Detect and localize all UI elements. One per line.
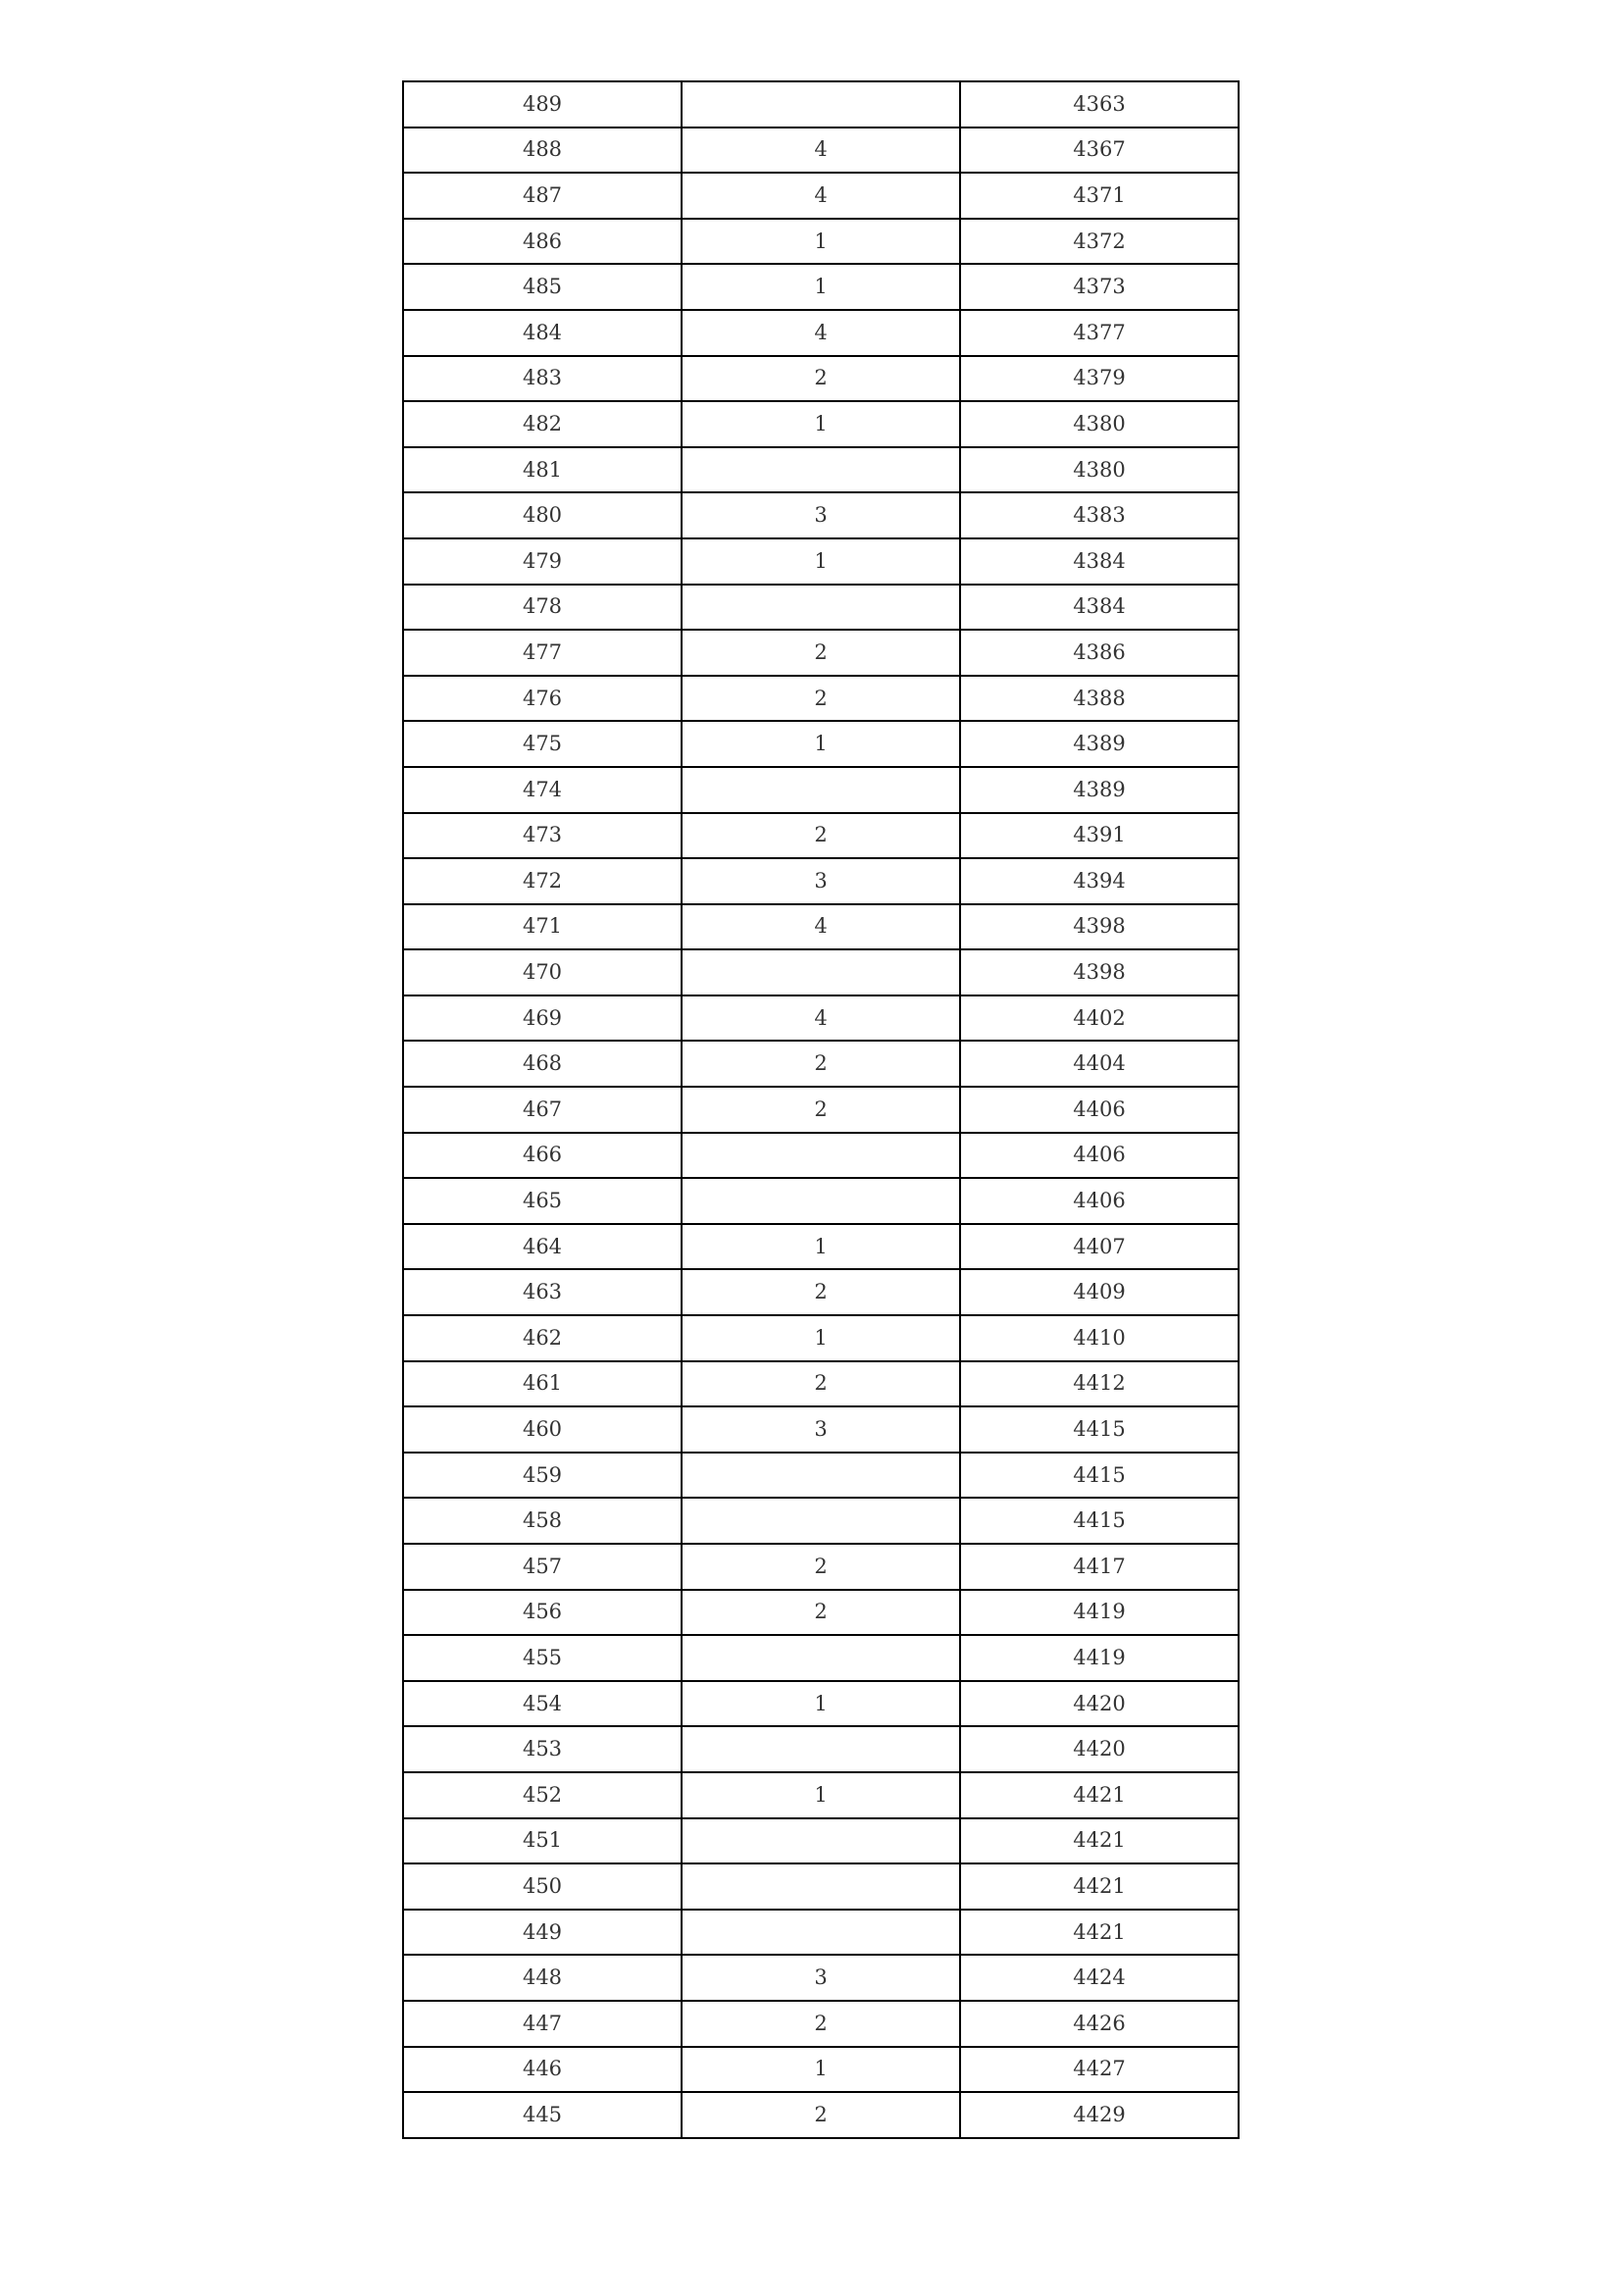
- table-row: [403, 1772, 1239, 1818]
- table-row: [403, 676, 1239, 722]
- count-cell: [682, 81, 960, 128]
- score-cell: 454: [403, 1681, 682, 1727]
- score-cell: 459: [403, 1453, 682, 1499]
- table-row: [403, 721, 1239, 767]
- count-cell: [682, 949, 960, 995]
- score-cell: 476: [403, 676, 682, 722]
- table-row: [403, 949, 1239, 995]
- cumulative-cell: 4427: [960, 2047, 1239, 2093]
- score-cell: 486: [403, 219, 682, 265]
- score-cell: 474: [403, 767, 682, 813]
- score-cell: 480: [403, 492, 682, 538]
- score-cell: 450: [403, 1863, 682, 1910]
- count-cell: 1: [682, 721, 960, 767]
- count-cell: [682, 1635, 960, 1681]
- score-cell: 485: [403, 264, 682, 310]
- table-row: [403, 538, 1239, 585]
- table-row: [403, 1726, 1239, 1772]
- score-cell: 468: [403, 1041, 682, 1087]
- count-cell: 4: [682, 904, 960, 950]
- score-cell: 466: [403, 1133, 682, 1179]
- cumulative-cell: 4404: [960, 1041, 1239, 1087]
- count-cell: 4: [682, 310, 960, 356]
- count-cell: [682, 1453, 960, 1499]
- table-row: [403, 1361, 1239, 1407]
- cumulative-cell: 4424: [960, 1955, 1239, 2001]
- table-row: [403, 630, 1239, 676]
- score-cell: 478: [403, 585, 682, 631]
- count-cell: 2: [682, 1361, 960, 1407]
- score-cell: 483: [403, 356, 682, 402]
- score-cell: 473: [403, 813, 682, 859]
- count-cell: [682, 447, 960, 493]
- table-row: [403, 1315, 1239, 1361]
- cumulative-cell: 4402: [960, 995, 1239, 1042]
- cumulative-cell: 4384: [960, 585, 1239, 631]
- cumulative-cell: 4421: [960, 1818, 1239, 1864]
- table-row: [403, 492, 1239, 538]
- count-cell: 1: [682, 2047, 960, 2093]
- table-row: [403, 310, 1239, 356]
- count-cell: 3: [682, 492, 960, 538]
- score-cell: 456: [403, 1590, 682, 1636]
- table-row: [403, 1087, 1239, 1133]
- cumulative-cell: 4409: [960, 1269, 1239, 1315]
- cumulative-cell: 4420: [960, 1681, 1239, 1727]
- table-row: [403, 1041, 1239, 1087]
- score-cell: 451: [403, 1818, 682, 1864]
- score-cell: 479: [403, 538, 682, 585]
- cumulative-cell: 4380: [960, 401, 1239, 447]
- score-cell: 469: [403, 995, 682, 1042]
- table-row: [403, 219, 1239, 265]
- cumulative-cell: 4398: [960, 904, 1239, 950]
- cumulative-cell: 4406: [960, 1178, 1239, 1224]
- score-cell: 487: [403, 173, 682, 219]
- score-cell: 448: [403, 1955, 682, 2001]
- count-cell: 1: [682, 264, 960, 310]
- score-cell: 455: [403, 1635, 682, 1681]
- count-cell: 2: [682, 356, 960, 402]
- count-cell: 4: [682, 128, 960, 174]
- table-row: [403, 585, 1239, 631]
- cumulative-cell: 4410: [960, 1315, 1239, 1361]
- score-cell: 488: [403, 128, 682, 174]
- cumulative-cell: 4363: [960, 81, 1239, 128]
- cumulative-cell: 4429: [960, 2092, 1239, 2138]
- cumulative-cell: 4373: [960, 264, 1239, 310]
- count-cell: 2: [682, 813, 960, 859]
- cumulative-cell: 4412: [960, 1361, 1239, 1407]
- cumulative-cell: 4415: [960, 1498, 1239, 1544]
- count-cell: 4: [682, 995, 960, 1042]
- count-cell: 1: [682, 1681, 960, 1727]
- count-cell: 3: [682, 1406, 960, 1453]
- table-row: [403, 1133, 1239, 1179]
- table-row: [403, 1863, 1239, 1910]
- score-cell: 449: [403, 1910, 682, 1956]
- cumulative-cell: 4406: [960, 1133, 1239, 1179]
- cumulative-cell: 4394: [960, 858, 1239, 904]
- count-cell: 1: [682, 1315, 960, 1361]
- count-cell: 1: [682, 538, 960, 585]
- score-cell: 481: [403, 447, 682, 493]
- count-cell: 2: [682, 1041, 960, 1087]
- cumulative-cell: 4426: [960, 2001, 1239, 2047]
- count-cell: 3: [682, 858, 960, 904]
- table-row: [403, 1955, 1239, 2001]
- table-row: [403, 1269, 1239, 1315]
- score-cell: 458: [403, 1498, 682, 1544]
- table-row: [403, 81, 1239, 128]
- count-cell: [682, 1910, 960, 1956]
- cumulative-cell: 4420: [960, 1726, 1239, 1772]
- score-cell: 484: [403, 310, 682, 356]
- table-row: [403, 264, 1239, 310]
- score-cell: 445: [403, 2092, 682, 2138]
- score-cell: 446: [403, 2047, 682, 2093]
- count-cell: 2: [682, 676, 960, 722]
- count-cell: 2: [682, 1087, 960, 1133]
- count-cell: 2: [682, 1590, 960, 1636]
- cumulative-cell: 4417: [960, 1544, 1239, 1590]
- cumulative-cell: 4406: [960, 1087, 1239, 1133]
- cumulative-cell: 4389: [960, 721, 1239, 767]
- cumulative-cell: 4415: [960, 1453, 1239, 1499]
- count-cell: 1: [682, 401, 960, 447]
- count-cell: 2: [682, 1544, 960, 1590]
- score-cell: 447: [403, 2001, 682, 2047]
- score-cell: 465: [403, 1178, 682, 1224]
- count-cell: [682, 767, 960, 813]
- count-cell: 2: [682, 2092, 960, 2138]
- table-row: [403, 1453, 1239, 1499]
- cumulative-cell: 4421: [960, 1772, 1239, 1818]
- cumulative-cell: 4388: [960, 676, 1239, 722]
- table-row: [403, 128, 1239, 174]
- score-cell: 477: [403, 630, 682, 676]
- score-cell: 472: [403, 858, 682, 904]
- score-cell: 467: [403, 1087, 682, 1133]
- cumulative-cell: 4389: [960, 767, 1239, 813]
- cumulative-cell: 4377: [960, 310, 1239, 356]
- cumulative-cell: 4419: [960, 1590, 1239, 1636]
- score-cell: 482: [403, 401, 682, 447]
- count-cell: 4: [682, 173, 960, 219]
- count-cell: 1: [682, 219, 960, 265]
- table-row: [403, 1635, 1239, 1681]
- cumulative-cell: 4421: [960, 1910, 1239, 1956]
- count-cell: [682, 1863, 960, 1910]
- count-cell: [682, 1133, 960, 1179]
- table-row: [403, 1681, 1239, 1727]
- table-row: [403, 813, 1239, 859]
- count-cell: [682, 1818, 960, 1864]
- count-cell: [682, 1178, 960, 1224]
- table-row: [403, 1818, 1239, 1864]
- count-cell: 2: [682, 1269, 960, 1315]
- cumulative-cell: 4407: [960, 1224, 1239, 1270]
- cumulative-cell: 4419: [960, 1635, 1239, 1681]
- table-row: [403, 767, 1239, 813]
- score-cell: 453: [403, 1726, 682, 1772]
- cumulative-cell: 4379: [960, 356, 1239, 402]
- score-cell: 463: [403, 1269, 682, 1315]
- table-row: [403, 858, 1239, 904]
- score-cell: 461: [403, 1361, 682, 1407]
- table-body: [403, 81, 1239, 2138]
- table-row: [403, 1406, 1239, 1453]
- table-row: [403, 401, 1239, 447]
- cumulative-cell: 4386: [960, 630, 1239, 676]
- count-cell: 1: [682, 1224, 960, 1270]
- count-cell: [682, 585, 960, 631]
- score-cell: 464: [403, 1224, 682, 1270]
- count-cell: [682, 1498, 960, 1544]
- cumulative-cell: 4398: [960, 949, 1239, 995]
- cumulative-cell: 4367: [960, 128, 1239, 174]
- table-row: [403, 1544, 1239, 1590]
- cumulative-cell: 4415: [960, 1406, 1239, 1453]
- count-cell: 3: [682, 1955, 960, 2001]
- table-row: [403, 995, 1239, 1042]
- table-row: [403, 356, 1239, 402]
- cumulative-cell: 4371: [960, 173, 1239, 219]
- table-row: [403, 1498, 1239, 1544]
- count-cell: 2: [682, 630, 960, 676]
- table-row: [403, 2001, 1239, 2047]
- score-cell: 462: [403, 1315, 682, 1361]
- cumulative-cell: 4383: [960, 492, 1239, 538]
- cumulative-cell: 4391: [960, 813, 1239, 859]
- count-cell: 2: [682, 2001, 960, 2047]
- table-row: [403, 1224, 1239, 1270]
- score-distribution-table: [402, 80, 1240, 2139]
- score-cell: 475: [403, 721, 682, 767]
- table-row: [403, 2092, 1239, 2138]
- table-row: [403, 2047, 1239, 2093]
- cumulative-cell: 4421: [960, 1863, 1239, 1910]
- score-cell: 452: [403, 1772, 682, 1818]
- cumulative-cell: 4380: [960, 447, 1239, 493]
- count-cell: 1: [682, 1772, 960, 1818]
- table-row: [403, 1178, 1239, 1224]
- table-row: [403, 447, 1239, 493]
- score-cell: 489: [403, 81, 682, 128]
- table-row: [403, 173, 1239, 219]
- table-row: [403, 1910, 1239, 1956]
- cumulative-cell: 4372: [960, 219, 1239, 265]
- table-row: [403, 904, 1239, 950]
- count-cell: [682, 1726, 960, 1772]
- score-cell: 460: [403, 1406, 682, 1453]
- cumulative-cell: 4384: [960, 538, 1239, 585]
- score-cell: 457: [403, 1544, 682, 1590]
- table-row: [403, 1590, 1239, 1636]
- score-cell: 471: [403, 904, 682, 950]
- score-cell: 470: [403, 949, 682, 995]
